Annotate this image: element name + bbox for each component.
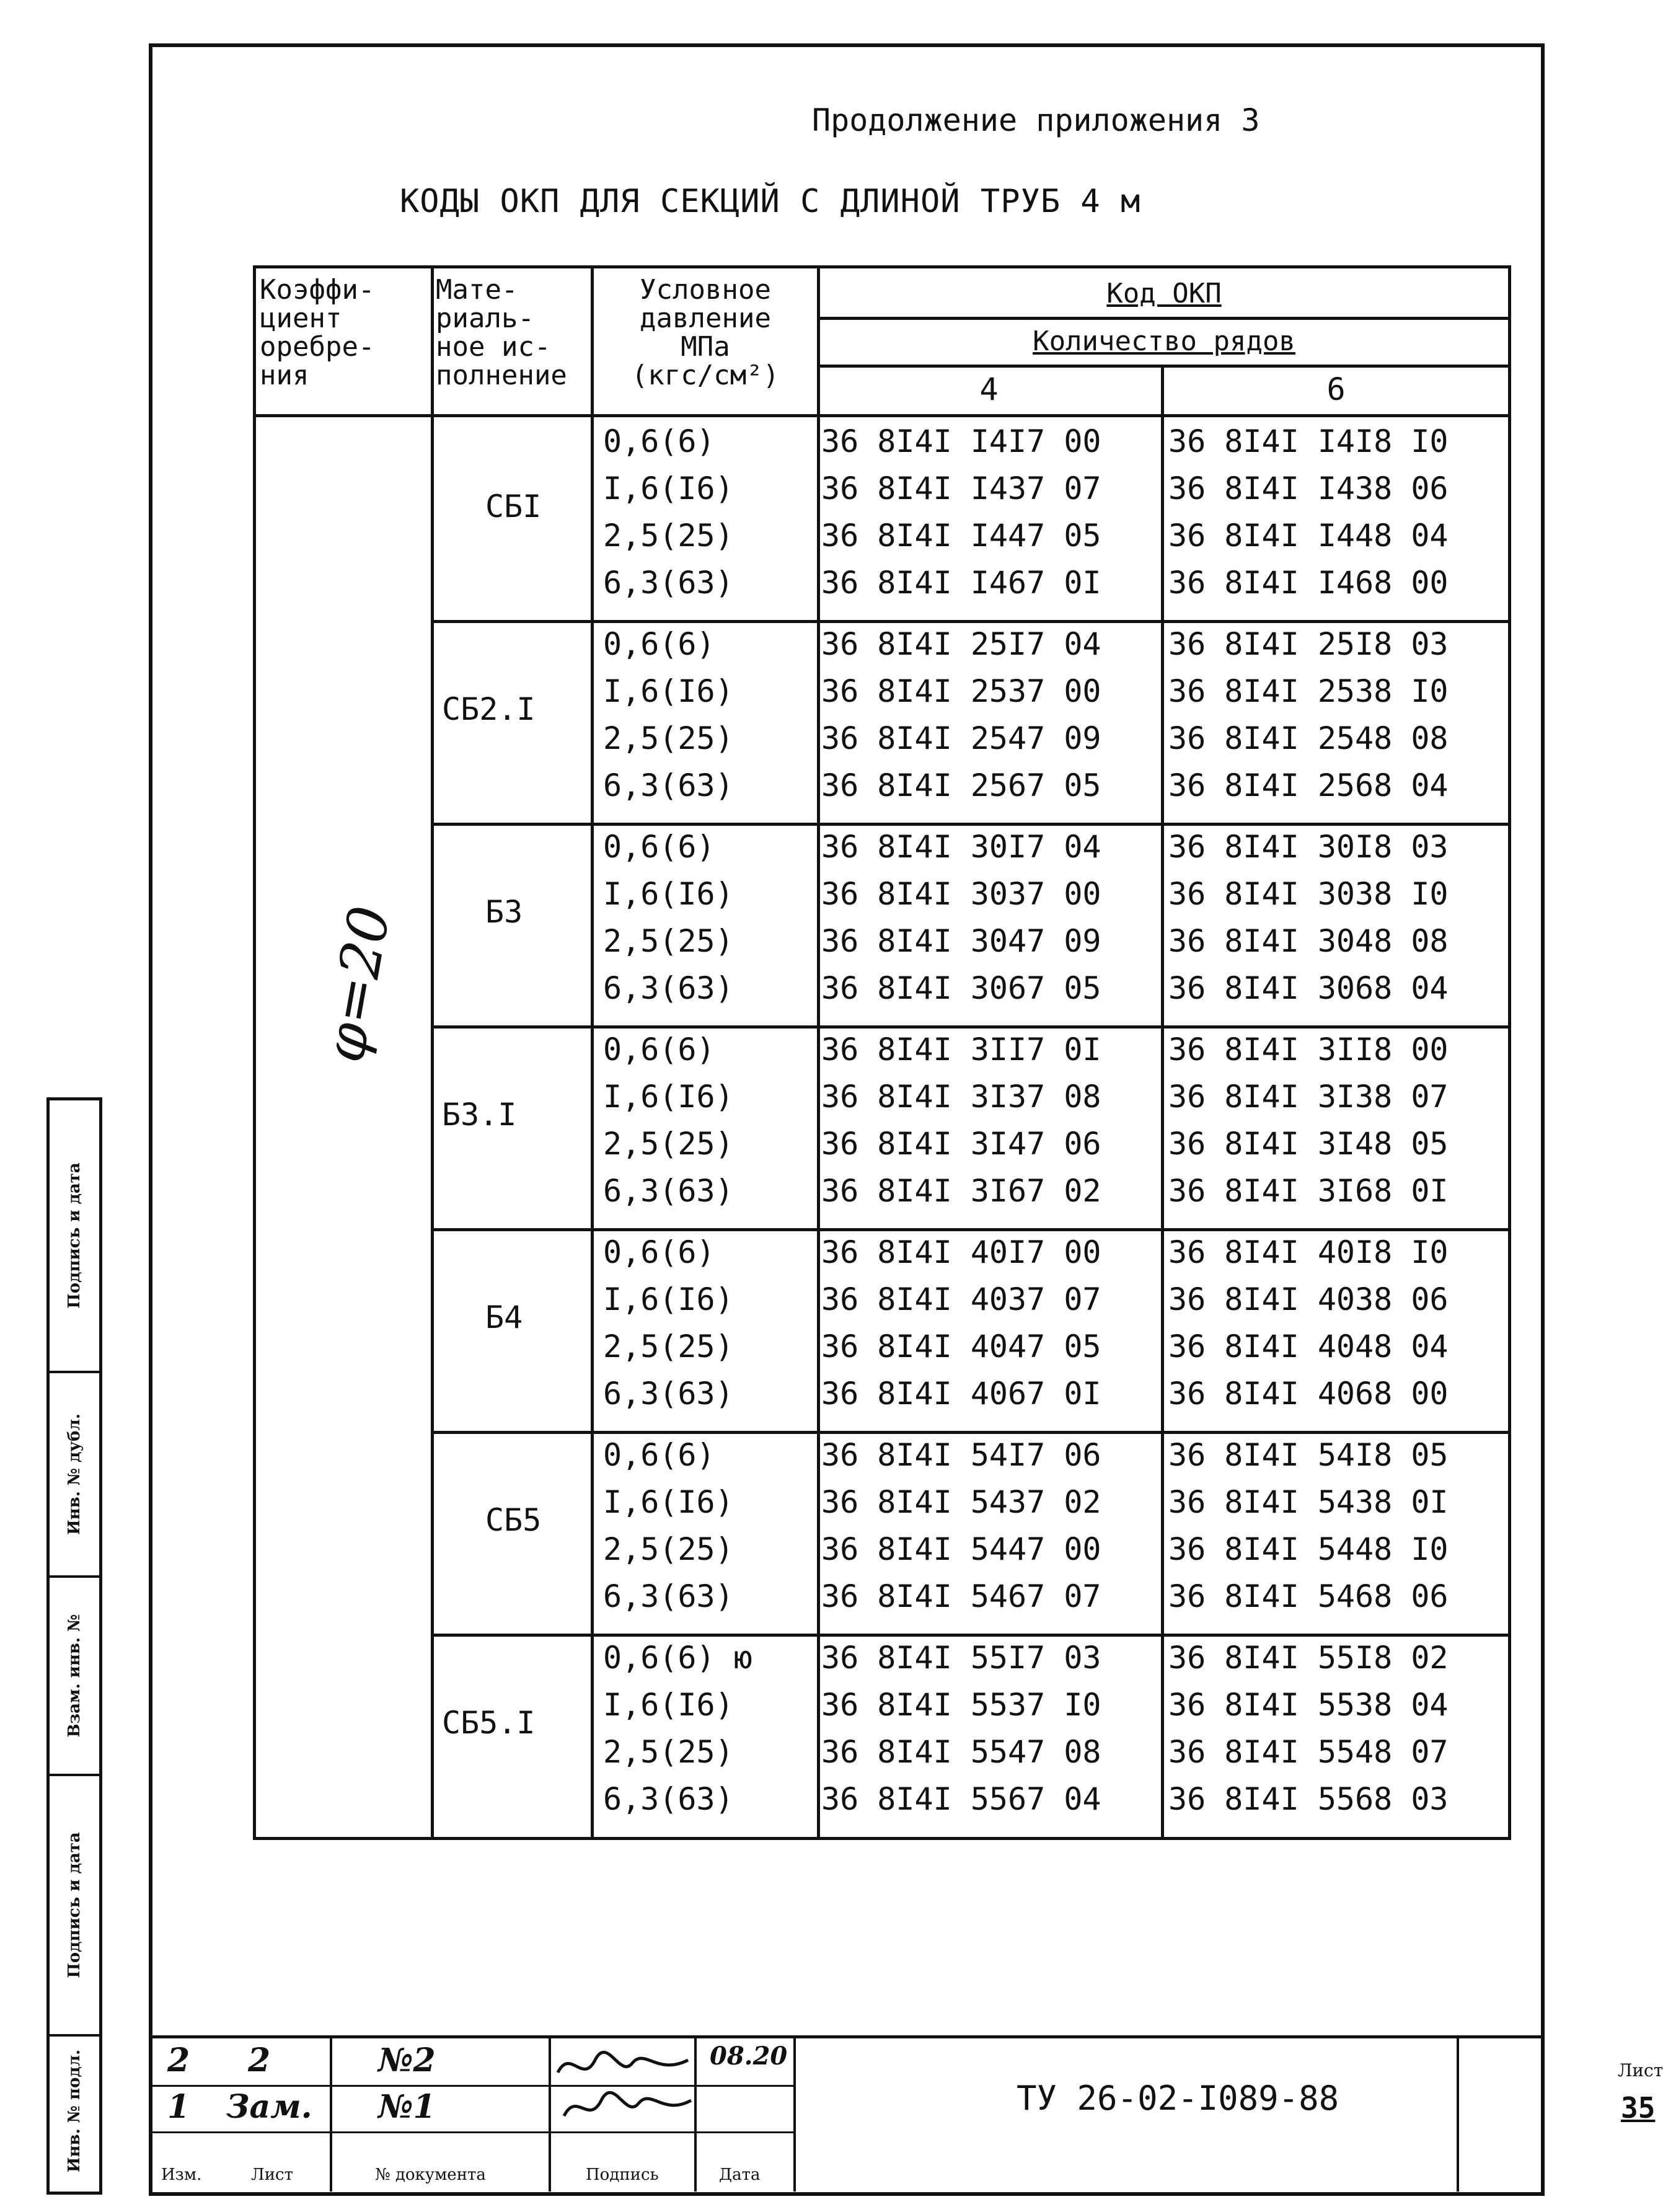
coefficient-value: φ=20 (312, 901, 404, 1068)
side-cell-sign-date-bottom: Подпись и дата (50, 1776, 99, 2037)
pressure-value: 0,6(6) (603, 1437, 715, 1473)
okp-code-4-rows: 36 8I4I 2567 05 (821, 768, 1101, 803)
stamp-col-2 (549, 2038, 551, 2192)
okp-code-4-rows: 36 8I4I 5547 08 (821, 1734, 1101, 1770)
stamp-col-3 (694, 2038, 697, 2192)
col-line-3 (817, 268, 820, 1837)
pressure-value: 2,5(25) (603, 518, 734, 554)
stamp-list-1: 2 (248, 2042, 271, 2079)
pressure-value: 0,6(6) ю (603, 1640, 752, 1676)
group-separator (431, 1228, 1508, 1231)
okp-code-4-rows: 36 8I4I 5467 07 (821, 1578, 1101, 1614)
material-label: СБI (485, 489, 542, 524)
stamp-doc-2: №1 (378, 2088, 436, 2126)
okp-code-4-rows: 36 8I4I I437 07 (821, 471, 1101, 507)
okp-code-6-rows: 36 8I4I 5568 03 (1168, 1781, 1449, 1817)
col-line-1 (431, 268, 434, 1837)
okp-code-4-rows: 36 8I4I 3I47 06 (821, 1126, 1101, 1162)
material-label: Б4 (485, 1299, 523, 1335)
continuation-header: Продолжение приложения 3 (812, 102, 1260, 138)
header-rows-count: Количество рядов (1033, 325, 1295, 357)
group-separator (431, 1634, 1508, 1637)
okp-code-4-rows: 36 8I4I 4067 0I (821, 1376, 1101, 1412)
pressure-value: I,6(I6) (603, 1687, 734, 1723)
side-cell-sign-date-top: Подпись и дата (50, 1100, 99, 1373)
okp-code-4-rows: 36 8I4I 3I37 08 (821, 1079, 1101, 1115)
okp-code-4-rows: 36 8I4I 55I7 03 (821, 1640, 1101, 1676)
okp-code-6-rows: 36 8I4I 40I8 I0 (1168, 1234, 1449, 1270)
stamp-label-date: Дата (719, 2166, 761, 2184)
okp-code-4-rows: 36 8I4I 3II7 0I (821, 1032, 1101, 1068)
material-label: СБ5 (485, 1502, 542, 1538)
okp-code-4-rows: 36 8I4I I467 0I (821, 565, 1101, 601)
pressure-value: 2,5(25) (603, 1329, 734, 1365)
okp-code-6-rows: 36 8I4I 5438 0I (1168, 1484, 1449, 1520)
okp-code-4-rows: 36 8I4I 2537 00 (821, 673, 1101, 709)
stamp-label-doc: № документа (375, 2166, 486, 2184)
title-block (149, 2035, 1663, 2192)
pressure-value: 0,6(6) (603, 1032, 715, 1068)
pressure-value: I,6(I6) (603, 876, 734, 912)
stamp-izm-2: 1 (167, 2088, 190, 2126)
okp-code-6-rows: 36 8I4I 3048 08 (1168, 923, 1449, 959)
okp-code-6-rows: 36 8I4I 3I48 05 (1168, 1126, 1449, 1162)
okp-code-6-rows: 36 8I4I I4I8 I0 (1168, 423, 1449, 459)
group-separator (431, 823, 1508, 826)
stamp-col-4 (793, 2038, 796, 2192)
pressure-value: 6,3(63) (603, 970, 734, 1006)
okp-code-4-rows: 36 8I4I 5537 I0 (821, 1687, 1101, 1723)
stamp-row-1 (149, 2085, 793, 2087)
okp-code-6-rows: 36 8I4I 4048 04 (1168, 1329, 1449, 1365)
okp-code-4-rows: 36 8I4I 5447 00 (821, 1531, 1101, 1567)
okp-table (253, 265, 1511, 1840)
col-line-4 (1161, 365, 1164, 1837)
header-coef: Коэффи- циент оребре- ния (260, 274, 375, 391)
okp-code-6-rows: 36 8I4I 3038 I0 (1168, 876, 1449, 912)
okp-code-4-rows: 36 8I4I 5437 02 (821, 1484, 1101, 1520)
material-label: Б3 (485, 894, 523, 930)
okp-code-6-rows: 36 8I4I I438 06 (1168, 471, 1449, 507)
pressure-value: I,6(I6) (603, 1079, 734, 1115)
material-label: СБ2.I (442, 691, 536, 727)
material-label: Б3.I (442, 1097, 517, 1133)
stamp-label-sign: Подпись (586, 2166, 659, 2184)
okp-code-6-rows: 36 8I4I I468 00 (1168, 565, 1449, 601)
pressure-value: 6,3(63) (603, 1376, 734, 1412)
sheet-number: 35 (1621, 2091, 1656, 2125)
stamp-izm-1: 2 (167, 2042, 190, 2079)
page-title: КОДЫ ОКП ДЛЯ СЕКЦИЙ С ДЛИНОЙ ТРУБ 4 м (400, 183, 1141, 220)
stamp-col-5 (1457, 2038, 1459, 2192)
okp-code-6-rows: 36 8I4I 54I8 05 (1168, 1437, 1449, 1473)
pressure-value: 0,6(6) (603, 423, 715, 459)
side-cell-inv-dubl: Инв. № дубл. (50, 1373, 99, 1578)
pressure-value: 2,5(25) (603, 1734, 734, 1770)
okp-code-4-rows: 36 8I4I 54I7 06 (821, 1437, 1101, 1473)
okp-code-6-rows: 36 8I4I 4038 06 (1168, 1281, 1449, 1317)
okp-code-6-rows: 36 8I4I 25I8 03 (1168, 626, 1449, 662)
side-cell-inv-podl: Инв. № подл. (65, 2049, 84, 2173)
okp-code-6-rows: 36 8I4I 2568 04 (1168, 768, 1449, 803)
okp-code-6-rows: 36 8I4I 5538 04 (1168, 1687, 1449, 1723)
okp-code-6-rows: 36 8I4I 3I38 07 (1168, 1079, 1449, 1115)
okp-code-6-rows: 36 8I4I 4068 00 (1168, 1376, 1449, 1412)
okp-code-6-rows: 36 8I4I 2538 I0 (1168, 673, 1449, 709)
stamp-col-1 (330, 2038, 332, 2192)
document-designation: ТУ 26-02-I089-88 (1017, 2079, 1339, 2118)
header-line-bottom (256, 414, 1508, 417)
pressure-value: I,6(I6) (603, 1484, 734, 1520)
pressure-value: 6,3(63) (603, 1578, 734, 1614)
pressure-value: I,6(I6) (603, 1281, 734, 1317)
pressure-value: 0,6(6) (603, 1234, 715, 1270)
okp-code-4-rows: 36 8I4I 3I67 02 (821, 1173, 1101, 1209)
stamp-label-list: Лист (251, 2166, 293, 2184)
header-line-okp (817, 317, 1508, 320)
okp-code-4-rows: 36 8I4I I4I7 00 (821, 423, 1101, 459)
stamp-row-2 (149, 2131, 793, 2133)
okp-code-6-rows: 36 8I4I 3II8 00 (1168, 1032, 1449, 1068)
okp-code-6-rows: 36 8I4I I448 04 (1168, 518, 1449, 554)
pressure-value: 6,3(63) (603, 1781, 734, 1817)
okp-code-4-rows: 36 8I4I 2547 09 (821, 720, 1101, 756)
side-stamp-strip (46, 1097, 102, 2195)
pressure-value: 2,5(25) (603, 720, 734, 756)
okp-code-4-rows: 36 8I4I 40I7 00 (821, 1234, 1101, 1270)
stamp-list-2: Зам. (226, 2088, 312, 2126)
side-cell-vzam-inv: Взам. инв. № (50, 1578, 99, 1776)
stamp-date-1: 08.20 (710, 2042, 788, 2071)
pressure-value: 2,5(25) (603, 923, 734, 959)
signature-image (552, 2042, 694, 2128)
okp-code-4-rows: 36 8I4I 3037 00 (821, 876, 1101, 912)
okp-code-4-rows: 36 8I4I 4037 07 (821, 1281, 1101, 1317)
okp-code-6-rows: 36 8I4I 5468 06 (1168, 1578, 1449, 1614)
okp-code-6-rows: 36 8I4I 5448 I0 (1168, 1531, 1449, 1567)
okp-code-6-rows: 36 8I4I 3I68 0I (1168, 1173, 1449, 1209)
pressure-value: 0,6(6) (603, 829, 715, 865)
stamp-doc-1: №2 (378, 2042, 436, 2079)
okp-code-6-rows: 36 8I4I 55I8 02 (1168, 1640, 1449, 1676)
okp-code-4-rows: 36 8I4I 30I7 04 (821, 829, 1101, 865)
header-rows-6: 6 (1326, 371, 1346, 407)
stamp-label-izm: Изм. (161, 2166, 202, 2184)
okp-code-4-rows: 36 8I4I I447 05 (821, 518, 1101, 554)
okp-code-6-rows: 36 8I4I 2548 08 (1168, 720, 1449, 756)
okp-code-4-rows: 36 8I4I 3047 09 (821, 923, 1101, 959)
pressure-value: 6,3(63) (603, 1173, 734, 1209)
pressure-value: 6,3(63) (603, 768, 734, 803)
pressure-value: 2,5(25) (603, 1531, 734, 1567)
pressure-value: I,6(I6) (603, 471, 734, 507)
header-okp-code: Код ОКП (1106, 278, 1222, 309)
okp-code-4-rows: 36 8I4I 3067 05 (821, 970, 1101, 1006)
header-line-rows (817, 365, 1508, 368)
okp-code-4-rows: 36 8I4I 25I7 04 (821, 626, 1101, 662)
pressure-value: 6,3(63) (603, 565, 734, 601)
okp-code-4-rows: 36 8I4I 5567 04 (821, 1781, 1101, 1817)
okp-code-4-rows: 36 8I4I 4047 05 (821, 1329, 1101, 1365)
group-separator (431, 1431, 1508, 1434)
okp-code-6-rows: 36 8I4I 5548 07 (1168, 1734, 1449, 1770)
group-separator (431, 620, 1508, 623)
header-pressure: Условное давление МПа (кгс/см²) (631, 274, 780, 391)
pressure-value: I,6(I6) (603, 673, 734, 709)
pressure-value: 2,5(25) (603, 1126, 734, 1162)
material-label: СБ5.I (442, 1705, 536, 1741)
header-rows-4: 4 (979, 371, 999, 407)
pressure-value: 0,6(6) (603, 626, 715, 662)
sheet-label: Лист (1618, 2060, 1663, 2081)
okp-code-6-rows: 36 8I4I 3068 04 (1168, 970, 1449, 1006)
col-line-2 (591, 268, 594, 1837)
group-separator (431, 1025, 1508, 1029)
header-material: Мате- риаль- ное ис- полнение (436, 274, 567, 391)
okp-code-6-rows: 36 8I4I 30I8 03 (1168, 829, 1449, 865)
